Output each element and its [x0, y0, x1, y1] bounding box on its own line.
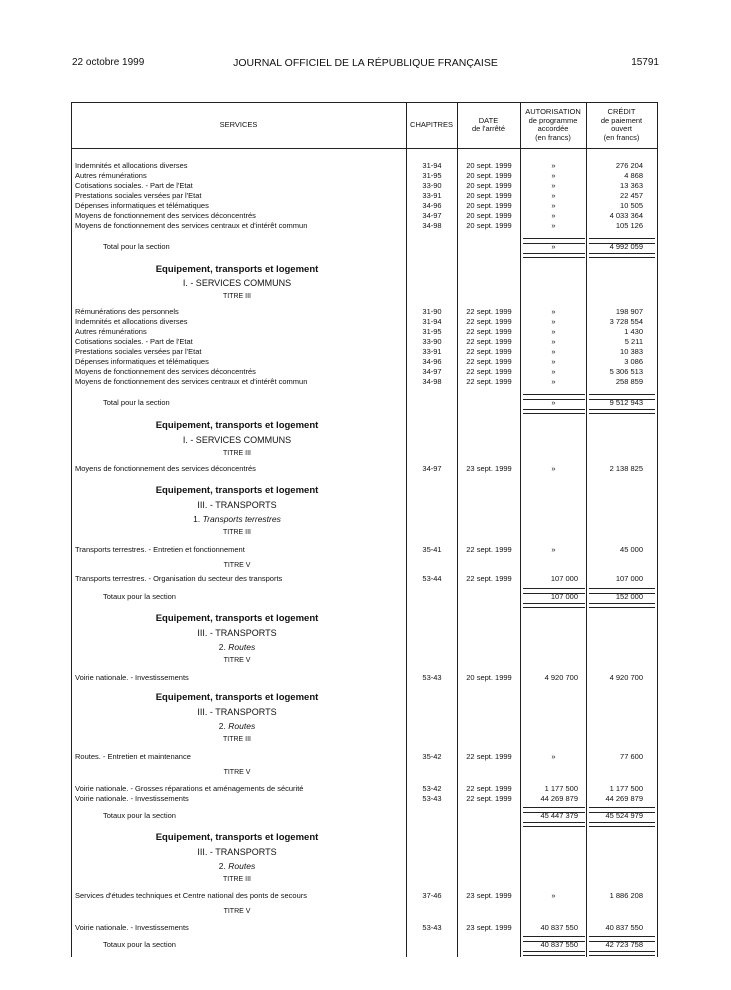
chapitre-cell: 53-43 — [422, 923, 442, 932]
date-cell: 22 sept. 1999 — [466, 357, 512, 366]
section-heading — [71, 847, 657, 857]
credit-cell: 13 363 — [620, 181, 643, 190]
section-heading — [71, 449, 657, 459]
credit-cell: 44 269 879 — [605, 794, 643, 803]
section-heading — [71, 421, 657, 431]
total-bottom-rule-credit — [589, 822, 655, 827]
chapitre-cell: 31-95 — [422, 327, 442, 336]
date-cell: 22 sept. 1999 — [466, 784, 512, 793]
heading-min: Equipement, transports et logement — [155, 692, 319, 703]
date-cell: 20 sept. 1999 — [466, 161, 512, 170]
service-label: Dépenses informatiques et télématiques — [75, 201, 209, 210]
autorisation-cell: » — [551, 221, 556, 230]
chapitre-cell: 33-90 — [422, 337, 442, 346]
service-label-cell — [75, 211, 403, 221]
service-label: Voirie nationale. - Investissements — [75, 673, 189, 682]
autorisation-cell: » — [551, 752, 556, 761]
column-header-date: DATE de l'arrêté — [471, 115, 506, 133]
date-cell: 22 sept. 1999 — [466, 752, 512, 761]
chapitre-cell: 34-98 — [422, 221, 442, 230]
service-label: Cotisations sociales. - Part de l'Etat — [75, 181, 193, 190]
table-row — [71, 161, 657, 171]
section-heading — [71, 628, 657, 638]
service-label: Transports terrestres. - Entretien et fonctionnement — [75, 545, 245, 554]
autorisation-cell: 45 447 379 — [540, 811, 578, 820]
table-row — [71, 327, 657, 337]
table-row — [71, 307, 657, 317]
subheading-number: 1. — [193, 514, 201, 524]
section-heading — [71, 561, 657, 571]
column-header-autorisation: AUTORISATION de programme accordée (en francs) — [525, 107, 581, 142]
autorisation-cell: 44 269 879 — [540, 794, 578, 803]
heading-tit: TITRE III — [223, 529, 251, 536]
date-cell: 22 sept. 1999 — [466, 317, 512, 326]
heading-sec: III. - TRANSPORTS — [197, 500, 277, 510]
service-label-cell — [75, 191, 403, 201]
service-label: Routes. - Entretien et maintenance — [75, 752, 191, 761]
autorisation-cell: » — [551, 891, 556, 900]
date-cell: 20 sept. 1999 — [466, 673, 512, 682]
service-label: Indemnités et allocations diverses — [75, 161, 188, 170]
credit-cell: 4 992 059 — [609, 242, 643, 251]
autorisation-cell: » — [551, 242, 556, 251]
autorisation-cell: 107 000 — [550, 574, 578, 583]
service-label-cell — [75, 347, 403, 357]
table-row — [71, 891, 657, 901]
service-label: Dépenses informatiques et télématiques — [75, 357, 209, 366]
service-label-cell — [75, 367, 403, 377]
subheading-number: 2. — [218, 721, 226, 731]
autorisation-cell: 40 837 550 — [540, 923, 578, 932]
total-bottom-rule-auth — [523, 822, 585, 827]
section-heading — [71, 907, 657, 917]
service-label-cell — [75, 201, 403, 211]
credit-cell: 5 306 513 — [609, 367, 643, 376]
service-label: Moyens de fonctionnement des services centraux et d'intérêt commun — [75, 377, 308, 386]
service-label-cell — [75, 357, 403, 367]
credit-cell: 4 868 — [624, 171, 643, 180]
header-date: 22 octobre 1999 — [72, 57, 145, 68]
total-underline-auth — [523, 394, 585, 400]
date-cell: 22 sept. 1999 — [466, 327, 512, 336]
column-header-chapitres: CHAPITRES — [410, 119, 453, 129]
heading-tit: TITRE V — [223, 562, 251, 569]
date-cell: 20 sept. 1999 — [466, 221, 512, 230]
heading-sub — [71, 861, 403, 871]
credit-cell: 1 430 — [624, 327, 643, 336]
chapitre-cell: 31-95 — [422, 171, 442, 180]
service-label-cell — [75, 221, 403, 231]
total-underline-credit — [589, 394, 655, 400]
date-cell: 22 sept. 1999 — [466, 574, 512, 583]
autorisation-cell: » — [551, 357, 556, 366]
autorisation-cell: » — [551, 545, 556, 554]
service-label-cell — [75, 891, 403, 901]
subheading-text: Routes — [228, 721, 256, 731]
chapitre-cell: 34-97 — [422, 211, 442, 220]
credit-cell: 3 086 — [624, 357, 643, 366]
table-row — [71, 794, 657, 804]
total-row — [71, 242, 657, 252]
autorisation-cell: 40 837 550 — [540, 940, 578, 949]
table-row — [71, 347, 657, 357]
table-row — [71, 673, 657, 683]
total-row — [71, 940, 657, 950]
chapitre-cell: 34-96 — [422, 201, 442, 210]
service-label: Services d'études techniques et Centre national des ponts de secours — [75, 891, 307, 900]
section-heading — [71, 500, 657, 510]
autorisation-cell: » — [551, 327, 556, 336]
credit-cell: 40 837 550 — [605, 923, 643, 932]
service-label: Totaux pour la section — [103, 592, 176, 601]
total-underline-credit — [589, 936, 655, 942]
chapitre-cell: 34-97 — [422, 367, 442, 376]
chapitre-cell: 31-94 — [422, 161, 442, 170]
date-cell: 20 sept. 1999 — [466, 171, 512, 180]
service-label: Totaux pour la section — [103, 940, 176, 949]
service-label-cell — [75, 784, 403, 794]
service-label-cell — [75, 317, 403, 327]
heading-tit: TITRE V — [223, 908, 251, 915]
date-cell: 22 sept. 1999 — [466, 367, 512, 376]
credit-cell: 2 138 825 — [609, 464, 643, 473]
service-label-cell — [75, 337, 403, 347]
service-label-cell — [75, 574, 403, 584]
autorisation-cell: » — [551, 367, 556, 376]
table-row — [71, 545, 657, 555]
date-cell: 22 sept. 1999 — [466, 337, 512, 346]
table-row — [71, 784, 657, 794]
service-label-cell — [103, 592, 403, 602]
credit-cell: 1 886 208 — [609, 891, 643, 900]
credit-cell: 45 524 979 — [605, 811, 643, 820]
table-row — [71, 191, 657, 201]
autorisation-cell: » — [551, 317, 556, 326]
section-heading — [71, 693, 657, 703]
subheading-number: 2. — [218, 861, 226, 871]
header-journal-title: JOURNAL OFFICIEL DE LA RÉPUBLIQUE FRANÇAISE — [233, 57, 498, 69]
date-cell: 22 sept. 1999 — [466, 794, 512, 803]
heading-tit: TITRE III — [223, 736, 251, 743]
chapitre-cell: 53-43 — [422, 673, 442, 682]
total-underline-auth — [523, 238, 585, 244]
table-row — [71, 367, 657, 377]
total-row — [71, 398, 657, 408]
autorisation-cell: » — [551, 211, 556, 220]
heading-sec: I. - SERVICES COMMUNS — [182, 435, 292, 445]
heading-tit: TITRE III — [223, 876, 251, 883]
date-cell: 22 sept. 1999 — [466, 545, 512, 554]
service-label: Moyens de fonctionnement des services déconcentrés — [75, 464, 256, 473]
section-heading — [71, 614, 657, 624]
service-label-cell — [75, 377, 403, 387]
table-row — [71, 464, 657, 474]
total-underline-auth — [523, 588, 585, 594]
heading-sec: I. - SERVICES COMMUNS — [182, 278, 292, 288]
heading-tit: TITRE III — [223, 450, 251, 457]
service-label-cell — [75, 545, 403, 555]
heading-sec: III. - TRANSPORTS — [197, 707, 277, 717]
chapitre-cell: 33-90 — [422, 181, 442, 190]
budget-table — [71, 102, 657, 957]
total-underline-credit — [589, 588, 655, 594]
total-bottom-rule-credit — [589, 603, 655, 608]
service-label-cell — [75, 464, 403, 474]
section-heading — [71, 875, 657, 885]
credit-cell: 42 723 758 — [605, 940, 643, 949]
section-heading — [71, 721, 657, 731]
date-cell: 20 sept. 1999 — [466, 181, 512, 190]
service-label-cell — [75, 307, 403, 317]
section-heading — [71, 265, 657, 275]
chapitre-cell: 34-97 — [422, 464, 442, 473]
heading-tit: TITRE V — [223, 769, 251, 776]
table-row — [71, 923, 657, 933]
total-bottom-rule-auth — [523, 253, 585, 258]
credit-cell: 10 383 — [620, 347, 643, 356]
credit-cell: 5 211 — [624, 337, 643, 346]
section-heading — [71, 656, 657, 666]
autorisation-cell: » — [551, 161, 556, 170]
credit-cell: 45 000 — [620, 545, 643, 554]
table-row — [71, 221, 657, 231]
section-heading — [71, 768, 657, 778]
table-row — [71, 377, 657, 387]
service-label: Rémunérations des personnels — [75, 307, 179, 316]
autorisation-cell: » — [551, 464, 556, 473]
credit-cell: 105 126 — [615, 221, 643, 230]
heading-sub — [71, 642, 403, 652]
service-label-cell — [75, 161, 403, 171]
total-underline-auth — [523, 807, 585, 813]
service-label: Indemnités et allocations diverses — [75, 317, 188, 326]
date-cell: 22 sept. 1999 — [466, 307, 512, 316]
total-underline-credit — [589, 238, 655, 244]
chapitre-cell: 31-94 — [422, 317, 442, 326]
service-label-cell — [75, 923, 403, 933]
header-page-number: 15791 — [631, 57, 659, 68]
section-heading — [71, 833, 657, 843]
table-row — [71, 337, 657, 347]
credit-cell: 77 600 — [620, 752, 643, 761]
service-label: Prestations sociales versées par l'Etat — [75, 347, 202, 356]
service-label-cell — [103, 811, 403, 821]
autorisation-cell: » — [551, 181, 556, 190]
service-label: Voirie nationale. - Investissements — [75, 794, 189, 803]
table-row — [71, 357, 657, 367]
credit-cell: 3 728 554 — [609, 317, 643, 326]
date-cell: 22 sept. 1999 — [466, 347, 512, 356]
total-bottom-rule-auth — [523, 951, 585, 956]
service-label: Moyens de fonctionnement des services centraux et d'intérêt commun — [75, 221, 308, 230]
autorisation-cell: » — [551, 347, 556, 356]
autorisation-cell: » — [551, 307, 556, 316]
date-cell: 20 sept. 1999 — [466, 201, 512, 210]
credit-cell: 258 859 — [615, 377, 643, 386]
service-label-cell — [103, 398, 403, 408]
date-cell: 20 sept. 1999 — [466, 211, 512, 220]
credit-cell: 1 177 500 — [609, 784, 643, 793]
heading-min: Equipement, transports et logement — [155, 832, 319, 843]
total-underline-auth — [523, 936, 585, 942]
subheading-text: Routes — [228, 642, 256, 652]
service-label-cell — [75, 673, 403, 683]
total-bottom-rule-credit — [589, 409, 655, 414]
table-row — [71, 171, 657, 181]
service-label: Voirie nationale. - Grosses réparations et aménagements de sécurité — [75, 784, 304, 793]
subheading-text: Routes — [228, 861, 256, 871]
section-heading — [71, 514, 657, 524]
column-header-credit: CRÉDIT de paiement ouvert (en francs) — [600, 107, 643, 142]
service-label: Total pour la section — [103, 242, 170, 251]
service-label: Voirie nationale. - Investissements — [75, 923, 189, 932]
table-row — [71, 574, 657, 584]
service-label: Prestations sociales versées par l'Etat — [75, 191, 202, 200]
autorisation-cell: 1 177 500 — [544, 784, 578, 793]
heading-sub — [71, 721, 403, 731]
credit-cell: 4 033 364 — [609, 211, 643, 220]
chapitre-cell: 53-44 — [422, 574, 442, 583]
autorisation-cell: » — [551, 377, 556, 386]
total-underline-credit — [589, 807, 655, 813]
table-row — [71, 317, 657, 327]
credit-cell: 198 907 — [615, 307, 643, 316]
section-heading — [71, 528, 657, 538]
section-heading — [71, 486, 657, 496]
credit-cell: 22 457 — [620, 191, 643, 200]
date-cell: 23 sept. 1999 — [466, 923, 512, 932]
chapitre-cell: 35-42 — [422, 752, 442, 761]
heading-min: Equipement, transports et logement — [155, 613, 319, 624]
column-header-services: SERVICES — [219, 119, 258, 129]
total-bottom-rule-auth — [523, 409, 585, 414]
heading-tit: TITRE V — [223, 657, 251, 664]
total-row — [71, 592, 657, 602]
section-heading — [71, 292, 657, 302]
subheading-number: 2. — [218, 642, 226, 652]
credit-cell: 152 000 — [615, 592, 643, 601]
section-heading — [71, 735, 657, 745]
date-cell: 20 sept. 1999 — [466, 191, 512, 200]
service-label-cell — [75, 181, 403, 191]
chapitre-cell: 53-43 — [422, 794, 442, 803]
table-row — [71, 752, 657, 762]
service-label: Autres rémunérations — [75, 327, 147, 336]
autorisation-cell: » — [551, 201, 556, 210]
heading-min: Equipement, transports et logement — [155, 264, 319, 275]
service-label-cell — [75, 752, 403, 762]
subheading-text: Transports terrestres — [202, 514, 281, 524]
credit-cell: 4 920 700 — [609, 673, 643, 682]
service-label-cell — [75, 171, 403, 181]
credit-cell: 9 512 943 — [609, 398, 643, 407]
table-row — [71, 211, 657, 221]
section-heading — [71, 861, 657, 871]
section-heading — [71, 435, 657, 445]
autorisation-cell: 4 920 700 — [544, 673, 578, 682]
table-row — [71, 201, 657, 211]
section-heading — [71, 707, 657, 717]
autorisation-cell: » — [551, 191, 556, 200]
chapitre-cell: 33-91 — [422, 347, 442, 356]
service-label-cell — [75, 794, 403, 804]
heading-sub — [71, 514, 403, 524]
chapitre-cell: 34-96 — [422, 357, 442, 366]
total-bottom-rule-credit — [589, 253, 655, 258]
section-heading — [71, 278, 657, 288]
chapitre-cell: 33-91 — [422, 191, 442, 200]
chapitre-cell: 31-90 — [422, 307, 442, 316]
chapitre-cell: 37-46 — [422, 891, 442, 900]
service-label-cell — [103, 940, 403, 950]
credit-cell: 10 505 — [620, 201, 643, 210]
service-label: Moyens de fonctionnement des services déconcentrés — [75, 211, 256, 220]
chapitre-cell: 53-42 — [422, 784, 442, 793]
service-label-cell — [103, 242, 403, 252]
chapitre-cell: 34-98 — [422, 377, 442, 386]
heading-min: Equipement, transports et logement — [155, 485, 319, 496]
heading-min: Equipement, transports et logement — [155, 420, 319, 431]
heading-tit: TITRE III — [223, 293, 251, 300]
table-row — [71, 181, 657, 191]
credit-cell: 276 204 — [615, 161, 643, 170]
heading-sec: III. - TRANSPORTS — [197, 847, 277, 857]
section-heading — [71, 642, 657, 652]
date-cell: 23 sept. 1999 — [466, 464, 512, 473]
service-label-cell — [75, 327, 403, 337]
service-label: Cotisations sociales. - Part de l'Etat — [75, 337, 193, 346]
service-label: Moyens de fonctionnement des services déconcentrés — [75, 367, 256, 376]
heading-sec: III. - TRANSPORTS — [197, 628, 277, 638]
chapitre-cell: 35-41 — [422, 545, 442, 554]
total-bottom-rule-auth — [523, 603, 585, 608]
total-row — [71, 811, 657, 821]
service-label: Transports terrestres. - Organisation du secteur des transports — [75, 574, 283, 583]
autorisation-cell: » — [551, 171, 556, 180]
autorisation-cell: » — [551, 398, 556, 407]
date-cell: 22 sept. 1999 — [466, 377, 512, 386]
total-bottom-rule-credit — [589, 951, 655, 956]
service-label: Total pour la section — [103, 398, 170, 407]
autorisation-cell: » — [551, 337, 556, 346]
date-cell: 23 sept. 1999 — [466, 891, 512, 900]
autorisation-cell: 107 000 — [550, 592, 578, 601]
service-label: Totaux pour la section — [103, 811, 176, 820]
service-label: Autres rémunérations — [75, 171, 147, 180]
credit-cell: 107 000 — [615, 574, 643, 583]
